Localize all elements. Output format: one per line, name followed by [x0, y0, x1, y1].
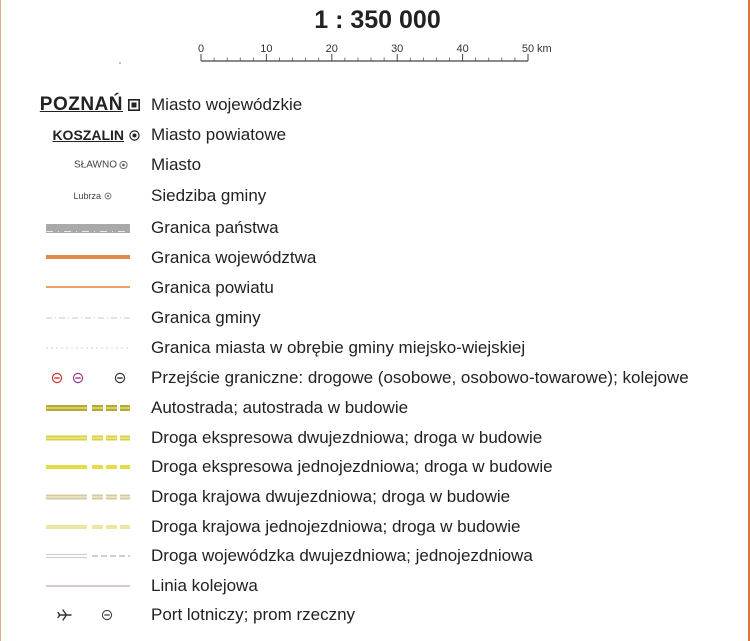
- legend-symbol: [30, 120, 140, 150]
- legend-label: Granica województwa: [151, 248, 317, 267]
- circle-minus-icon: [102, 610, 111, 619]
- legend-label: Droga krajowa jednojezdniowa; droga w budowie: [151, 517, 521, 536]
- scale-tick-label: 30: [391, 43, 404, 55]
- circle-dot-icon: [104, 192, 112, 200]
- legend-symbol: [30, 512, 140, 542]
- circle-dot-icon: [119, 161, 128, 170]
- legend-row-przejscie-graniczne: [0, 363, 748, 393]
- legend-label: Granica państwa: [151, 218, 279, 237]
- legend-symbol: [30, 181, 140, 211]
- sample-city-poznan: POZNAŃ: [39, 94, 123, 115]
- legend-label: Linia kolejowa: [151, 576, 258, 595]
- legend-label: Port lotniczy; prom rzeczny: [151, 605, 356, 624]
- sample-city-slawno: SŁAWNO: [74, 159, 117, 171]
- legend-symbol: [30, 243, 140, 273]
- legend-label: Autostrada; autostrada w budowie: [151, 398, 409, 417]
- scale-tick-label: 50: [521, 43, 535, 55]
- legend-symbol: [30, 90, 140, 120]
- circle-minus-icon: [73, 373, 82, 382]
- legend-symbol: [30, 452, 140, 482]
- sample-city-lubrza: Lubrza: [73, 191, 101, 201]
- legend-row-granica-gminy: [0, 303, 748, 333]
- legend-row-granica-wojewodztwa: [0, 243, 748, 273]
- legend-row-granica-powiatu: [0, 273, 748, 303]
- square-dot-icon: [128, 99, 140, 111]
- scale-title: 1 : 350 000: [314, 6, 441, 34]
- circle-dot-icon: [129, 130, 140, 141]
- legend-label: Granica miasta w obrębie gminy miejsko-wiejskiej: [151, 338, 526, 357]
- legend-row-granica-panstwa: [0, 213, 748, 243]
- legend-symbol: [30, 600, 140, 630]
- legend-symbol: [30, 150, 140, 180]
- legend-row-siedziba-gminy: [0, 181, 748, 211]
- airplane-icon: [58, 610, 71, 620]
- legend-symbol: [30, 273, 140, 303]
- legend-label: Miasto wojewódzkie: [151, 95, 303, 114]
- legend-row-autostrada: [0, 393, 748, 423]
- legend-row-droga-wojewodzka: [0, 541, 748, 571]
- scale-unit: km: [537, 43, 552, 55]
- legend-label: Miasto: [151, 155, 202, 174]
- legend-row-droga-ekspresowa-jednojezdniowa: [0, 452, 748, 482]
- scale-tick-label: 0: [197, 43, 205, 55]
- legend-label: Granica gminy: [151, 308, 261, 327]
- legend-label: Droga ekspresowa dwujezdniowa; droga w budowie: [151, 428, 543, 447]
- scale-bar: [0, 0, 750, 80]
- legend-label: Droga krajowa dwujezdniowa; droga w budowie: [151, 487, 511, 506]
- legend-symbol: [30, 571, 140, 601]
- legend-symbol: [30, 423, 140, 453]
- legend-row-port-lotniczy: [0, 600, 748, 630]
- legend-row-droga-krajowa-jednojezdniowa: [0, 512, 748, 542]
- legend-label: Siedziba gminy: [151, 186, 267, 205]
- legend-label: Przejście graniczne: drogowe (osobowe, osobowo-towarowe); kolejowe: [151, 368, 689, 387]
- scale-tick-label: 40: [456, 43, 469, 55]
- legend-label: Droga wojewódzka dwujezdniowa; jednojezdniowa: [151, 546, 533, 565]
- scale-tick-label: 10: [260, 43, 273, 55]
- legend-symbol: [30, 333, 140, 363]
- legend-row-droga-krajowa-dwujezdniowa: [0, 482, 748, 512]
- scale-tick-label: 20: [325, 43, 338, 55]
- circle-minus-icon: [52, 373, 61, 382]
- legend-label: Miasto powiatowe: [151, 125, 287, 144]
- legend-row-miasto-wojewodzkie: [0, 90, 748, 120]
- legend-label: Granica powiatu: [151, 278, 274, 297]
- legend-label: Droga ekspresowa jednojezdniowa; droga w budowie: [151, 457, 553, 476]
- legend-row-droga-ekspresowa-dwujezdniowa: [0, 423, 748, 453]
- sample-city-koszalin: KOSZALIN: [52, 127, 124, 143]
- legend-symbol: [30, 363, 140, 393]
- legend-symbol: [30, 482, 140, 512]
- legend-symbol: [30, 393, 140, 423]
- legend-row-linia-kolejowa: [0, 571, 748, 601]
- legend-row-miasto: [0, 150, 748, 180]
- circle-minus-icon: [115, 373, 124, 382]
- legend-row-granica-miasta: [0, 333, 748, 363]
- legend-symbol: [30, 541, 140, 571]
- legend-symbol: [30, 303, 140, 333]
- legend-row-miasto-powiatowe: [0, 120, 748, 150]
- legend-symbol: [30, 213, 140, 243]
